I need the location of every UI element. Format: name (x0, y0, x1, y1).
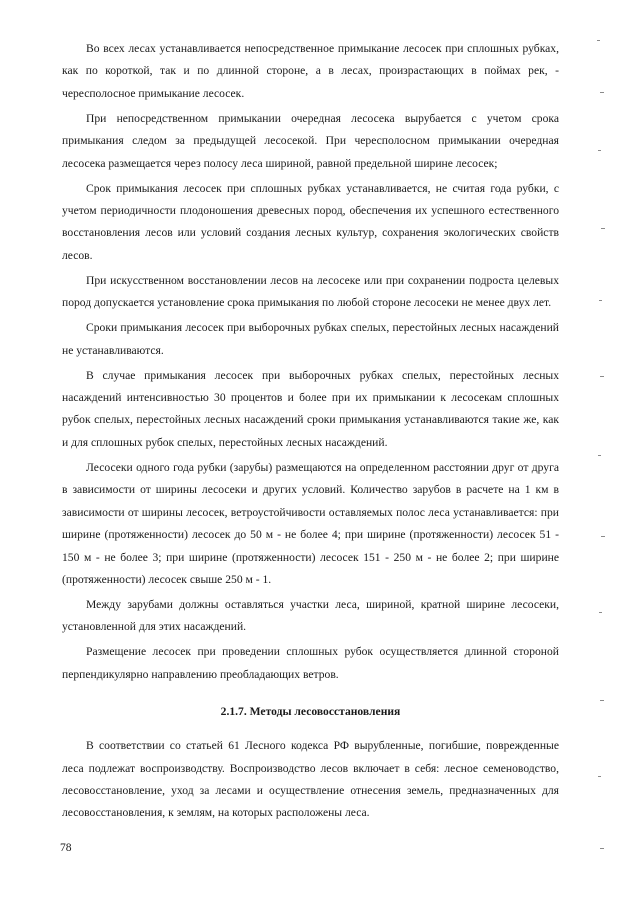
paragraph-wind-orientation: Размещение лесосек при проведении сплошных рубок осуществляется длинной стороной перпендикулярно направлению преобладающих ветров. (62, 645, 559, 681)
scan-mark (601, 228, 605, 229)
section-heading: 2.1.7. Методы лесовосстановления (220, 705, 401, 719)
scan-mark (598, 776, 601, 777)
paragraph-cutting-areas-count: Лесосеки одного года рубки (зарубы) размещаются на определенном расстоянии друг от друга в зависимости от ширины лесосеки и других условий. Количество зарубов в расчете на 1 км в зависимости от ширины лесосек, ветроустойчивости оставляемых полос леса устанавливается: при ширине (протяженности) лесосек до 50 м - не более 4; при ширине (протяженности) лесосек 51 - 150 м - не более 3; при ширине (протяженности) лесосек 151 - 250 м - не более 2; при ширине (протяженности) лесосек свыше 250 м - 1. (62, 460, 559, 586)
scan-mark (600, 92, 604, 93)
paragraph-selective-felling-intensity: В случае примыкания лесосек при выборочных рубках спелых, перестойных лесных насаждений интенсивностью 30 процентов и более при их примыкании к лесосекам сплошных рубок спелых, перестойных лесных насаждений сроки примыкания устанавливаются такие же, как и для сплошных рубок спелых, перестойных лесных насаждений. (62, 368, 559, 449)
paragraph-forest-strips: Между зарубами должны оставляться участки леса, шириной, кратной ширине лесосеки, установленной для этих насаждений. (62, 597, 559, 634)
scan-mark (600, 376, 604, 377)
scan-mark (599, 612, 602, 613)
paragraph-adjacency-term: Срок примыкания лесосек при сплошных рубках устанавливается, не считая года рубки, с учетом периодичности плодоношения древесных пород, обеспечения их успешного естественного восстановления лесов или условий создания лесных культур, сохранения экологических свойств лесов. (62, 181, 559, 262)
page-number: 78 (60, 841, 72, 854)
document-body (62, 38, 559, 825)
paragraph-adjacency-types: При непосредственном примыкании очередная лесосека вырубается с учетом срока примыкания следом за предыдущей лесосекой. При чересполосном примыкании очередная лесосека размещается через полосу леса шириной, равной предельной ширине лесосек; (62, 111, 559, 170)
paragraph-adjacency-rules: Во всех лесах устанавливается непосредственное примыкание лесосек при сплошных рубках, как по короткой, так и по длинной стороне, а в лесах, произрастающих в поймах рек, - чересполосное примыкание лесосек. (62, 42, 559, 100)
scan-mark (600, 700, 604, 701)
paragraph-reforestation: В соответствии со статьей 61 Лесного кодекса РФ вырубленные, погибшие, поврежденные леса подлежат воспроизводству. Воспроизводство лесов включает в себя: лесное семеноводство, лесовосстановление, уход за лесами и осуществление отнесения земель, предназначенных для лесовосстановления, к землям, на которых расположены леса. (62, 739, 559, 820)
scan-mark (598, 150, 601, 151)
scan-mark (601, 536, 605, 537)
scan-mark (600, 848, 604, 849)
scan-mark (597, 40, 600, 41)
scan-mark (598, 455, 601, 456)
scan-mark (599, 300, 602, 301)
paragraph-selective-felling-terms: Сроки примыкания лесосек при выборочных рубках спелых, перестойных лесных насаждений не устанавливаются. (62, 321, 559, 357)
paragraph-artificial-restoration: При искусственном восстановлении лесов на лесосеке или при сохранении подроста целевых пород допускается установление срока примыкания по любой стороне лесосеки не менее двух лет. (62, 273, 559, 310)
